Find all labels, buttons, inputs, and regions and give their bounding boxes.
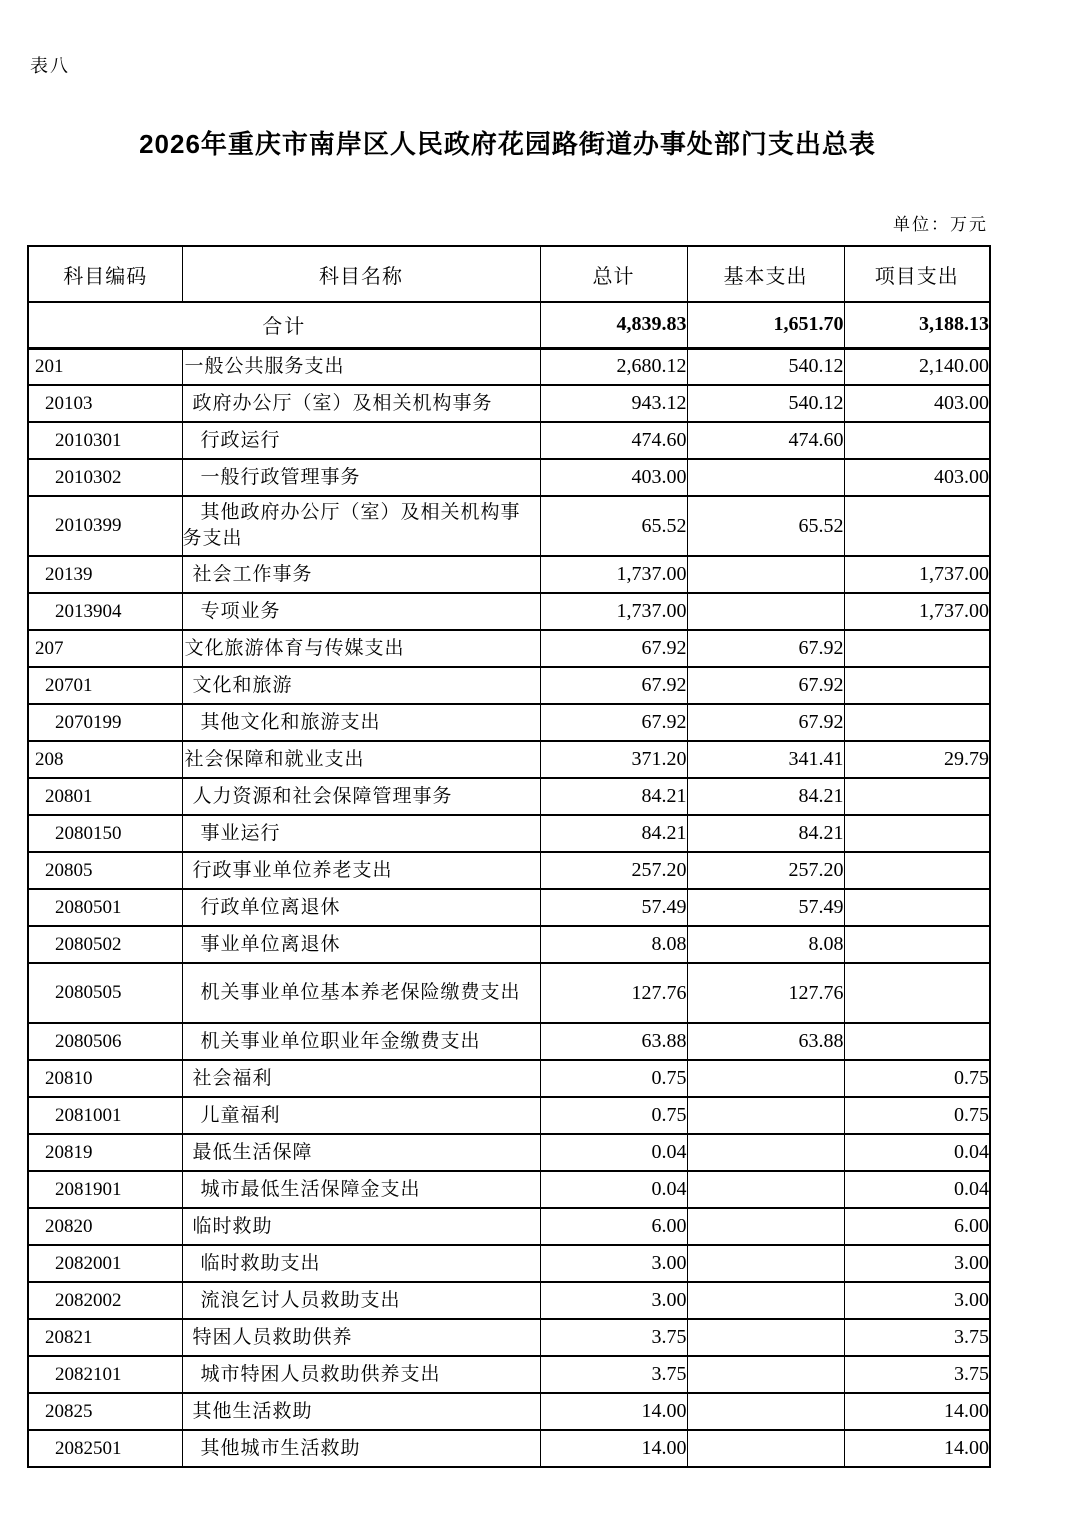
subject-name-cell: 文化和旅游 [182,667,540,704]
total-amount-cell: 8.08 [540,926,687,963]
table-row [28,1023,990,1060]
table-row [28,1208,990,1245]
subject-name-cell: 事业运行 [182,815,540,852]
total-amount-cell: 0.75 [540,1060,687,1097]
project-expenditure-cell: 0.75 [844,1060,990,1097]
subject-name-cell: 专项业务 [182,593,540,630]
subject-code-cell: 2081001 [28,1097,182,1134]
subject-code-cell: 20139 [28,556,182,593]
project-expenditure-cell [844,852,990,889]
basic-expenditure-cell: 67.92 [687,630,844,667]
basic-expenditure-cell [687,1060,844,1097]
page-title: 2026年重庆市南岸区人民政府花园路街道办事处部门支出总表 [139,129,876,159]
basic-expenditure-cell [687,1171,844,1208]
grand-total-basic-cell: 1,651.70 [687,302,844,348]
table-row [28,926,990,963]
project-expenditure-cell [844,889,990,926]
subject-code-cell: 20801 [28,778,182,815]
project-expenditure-cell: 6.00 [844,1208,990,1245]
unit-note: 单位：万元 [893,215,988,234]
table-row [28,778,990,815]
project-expenditure-cell: 2,140.00 [844,348,990,385]
total-amount-cell: 84.21 [540,815,687,852]
subject-code-cell: 2070199 [28,704,182,741]
subject-name-cell: 临时救助支出 [182,1245,540,1282]
table-row [28,1393,990,1430]
expenditure-table [27,245,991,1468]
subject-code-cell: 2010301 [28,422,182,459]
basic-expenditure-cell [687,1097,844,1134]
basic-expenditure-cell: 127.76 [687,963,844,1023]
table-row [28,348,990,385]
table-row [28,593,990,630]
project-expenditure-cell [844,422,990,459]
total-amount-cell: 127.76 [540,963,687,1023]
table-row [28,459,990,496]
column-header-project: 项目支出 [844,246,990,302]
table-row [28,385,990,422]
subject-code-cell: 2081901 [28,1171,182,1208]
table-row [28,741,990,778]
subject-name-cell: 儿童福利 [182,1097,540,1134]
subject-name-cell: 临时救助 [182,1208,540,1245]
subject-code-cell: 20820 [28,1208,182,1245]
subject-name-cell: 机关事业单位基本养老保险缴费支出 [182,963,540,1023]
total-amount-cell: 67.92 [540,667,687,704]
basic-expenditure-cell [687,1245,844,1282]
total-amount-cell: 65.52 [540,496,687,556]
total-amount-cell: 57.49 [540,889,687,926]
subject-name-cell: 机关事业单位职业年金缴费支出 [182,1023,540,1060]
grand-total-row [28,302,990,348]
basic-expenditure-cell: 540.12 [687,348,844,385]
subject-code-cell: 20810 [28,1060,182,1097]
column-header-basic: 基本支出 [687,246,844,302]
subject-name-cell: 其他政府办公厅（室）及相关机构事务支出 [182,496,540,556]
project-expenditure-cell [844,496,990,556]
table-row [28,815,990,852]
subject-name-cell: 行政事业单位养老支出 [182,852,540,889]
basic-expenditure-cell: 63.88 [687,1023,844,1060]
project-expenditure-cell: 3.00 [844,1245,990,1282]
subject-code-cell: 2082101 [28,1356,182,1393]
table-row [28,1134,990,1171]
table-row [28,630,990,667]
project-expenditure-cell [844,630,990,667]
subject-name-cell: 一般行政管理事务 [182,459,540,496]
basic-expenditure-cell [687,1356,844,1393]
basic-expenditure-cell: 67.92 [687,704,844,741]
table-row [28,704,990,741]
project-expenditure-cell [844,963,990,1023]
project-expenditure-cell: 403.00 [844,385,990,422]
subject-name-cell: 一般公共服务支出 [182,348,540,385]
subject-code-cell: 20819 [28,1134,182,1171]
table-row [28,1060,990,1097]
table-row [28,963,990,1023]
subject-code-cell: 20805 [28,852,182,889]
total-amount-cell: 3.75 [540,1319,687,1356]
project-expenditure-cell: 1,737.00 [844,593,990,630]
project-expenditure-cell: 1,737.00 [844,556,990,593]
subject-code-cell: 2080150 [28,815,182,852]
subject-name-cell: 行政运行 [182,422,540,459]
basic-expenditure-cell: 474.60 [687,422,844,459]
subject-name-cell: 城市特困人员救助供养支出 [182,1356,540,1393]
table-row [28,496,990,556]
subject-code-cell: 2080506 [28,1023,182,1060]
subject-name-cell: 最低生活保障 [182,1134,540,1171]
total-amount-cell: 14.00 [540,1430,687,1467]
column-header-subject-code: 科目编码 [28,246,182,302]
project-expenditure-cell: 14.00 [844,1430,990,1467]
total-amount-cell: 943.12 [540,385,687,422]
subject-code-cell: 2010399 [28,496,182,556]
table-row [28,1319,990,1356]
total-amount-cell: 403.00 [540,459,687,496]
subject-name-cell: 社会福利 [182,1060,540,1097]
basic-expenditure-cell: 341.41 [687,741,844,778]
total-amount-cell: 0.75 [540,1097,687,1134]
table-row [28,852,990,889]
subject-name-cell: 城市最低生活保障金支出 [182,1171,540,1208]
subject-code-cell: 20103 [28,385,182,422]
table-row [28,422,990,459]
project-expenditure-cell [844,1023,990,1060]
total-amount-cell: 3.00 [540,1282,687,1319]
total-amount-cell: 63.88 [540,1023,687,1060]
total-amount-cell: 67.92 [540,704,687,741]
subject-name-cell: 特困人员救助供养 [182,1319,540,1356]
total-amount-cell: 6.00 [540,1208,687,1245]
table-row [28,667,990,704]
subject-name-cell: 行政单位离退休 [182,889,540,926]
project-expenditure-cell [844,778,990,815]
subject-code-cell: 208 [28,741,182,778]
subject-code-cell: 2080502 [28,926,182,963]
basic-expenditure-cell [687,1208,844,1245]
project-expenditure-cell: 0.75 [844,1097,990,1134]
basic-expenditure-cell: 57.49 [687,889,844,926]
basic-expenditure-cell: 540.12 [687,385,844,422]
subject-name-cell: 社会工作事务 [182,556,540,593]
column-header-subject-name: 科目名称 [182,246,540,302]
table-row [28,556,990,593]
grand-total-label: 合计 [28,302,540,348]
project-expenditure-cell: 29.79 [844,741,990,778]
basic-expenditure-cell [687,459,844,496]
subject-name-cell: 其他生活救助 [182,1393,540,1430]
subject-code-cell: 201 [28,348,182,385]
project-expenditure-cell: 0.04 [844,1171,990,1208]
total-amount-cell: 67.92 [540,630,687,667]
subject-name-cell: 社会保障和就业支出 [182,741,540,778]
table-row [28,889,990,926]
total-amount-cell: 3.00 [540,1245,687,1282]
basic-expenditure-cell [687,1319,844,1356]
project-expenditure-cell: 14.00 [844,1393,990,1430]
subject-code-cell: 2082002 [28,1282,182,1319]
project-expenditure-cell [844,815,990,852]
basic-expenditure-cell [687,1393,844,1430]
subject-name-cell: 流浪乞讨人员救助支出 [182,1282,540,1319]
basic-expenditure-cell: 84.21 [687,815,844,852]
subject-code-cell: 20821 [28,1319,182,1356]
table-row [28,1356,990,1393]
basic-expenditure-cell: 67.92 [687,667,844,704]
total-amount-cell: 0.04 [540,1134,687,1171]
expenditure-table-body [28,302,990,1467]
basic-expenditure-cell [687,593,844,630]
subject-code-cell: 2080501 [28,889,182,926]
subject-code-cell: 2080505 [28,963,182,1023]
total-amount-cell: 2,680.12 [540,348,687,385]
subject-code-cell: 20825 [28,1393,182,1430]
table-row [28,1097,990,1134]
project-expenditure-cell: 3.00 [844,1282,990,1319]
project-expenditure-cell: 0.04 [844,1134,990,1171]
subject-code-cell: 2013904 [28,593,182,630]
subject-code-cell: 2082501 [28,1430,182,1467]
basic-expenditure-cell: 84.21 [687,778,844,815]
table-row [28,1171,990,1208]
subject-code-cell: 20701 [28,667,182,704]
basic-expenditure-cell: 257.20 [687,852,844,889]
basic-expenditure-cell [687,556,844,593]
table-row [28,1282,990,1319]
subject-name-cell: 文化旅游体育与传媒支出 [182,630,540,667]
table-row [28,1245,990,1282]
subject-code-cell: 207 [28,630,182,667]
grand-total-project-cell: 3,188.13 [844,302,990,348]
subject-name-cell: 政府办公厅（室）及相关机构事务 [182,385,540,422]
subject-name-cell: 事业单位离退休 [182,926,540,963]
subject-name-cell: 其他城市生活救助 [182,1430,540,1467]
basic-expenditure-cell [687,1282,844,1319]
subject-name-cell: 人力资源和社会保障管理事务 [182,778,540,815]
total-amount-cell: 474.60 [540,422,687,459]
subject-name-cell: 其他文化和旅游支出 [182,704,540,741]
project-expenditure-cell: 403.00 [844,459,990,496]
subject-code-cell: 2010302 [28,459,182,496]
basic-expenditure-cell [687,1134,844,1171]
basic-expenditure-cell [687,1430,844,1467]
column-header-total: 总计 [540,246,687,302]
table-row [28,1430,990,1467]
project-expenditure-cell [844,704,990,741]
total-amount-cell: 0.04 [540,1171,687,1208]
total-amount-cell: 1,737.00 [540,556,687,593]
total-amount-cell: 1,737.00 [540,593,687,630]
basic-expenditure-cell: 8.08 [687,926,844,963]
project-expenditure-cell: 3.75 [844,1319,990,1356]
table-number-label: 表八 [30,56,70,76]
project-expenditure-cell [844,926,990,963]
project-expenditure-cell [844,667,990,704]
project-expenditure-cell: 3.75 [844,1356,990,1393]
grand-total-total-cell: 4,839.83 [540,302,687,348]
total-amount-cell: 3.75 [540,1356,687,1393]
total-amount-cell: 84.21 [540,778,687,815]
table-header-row [28,246,990,302]
total-amount-cell: 257.20 [540,852,687,889]
total-amount-cell: 14.00 [540,1393,687,1430]
total-amount-cell: 371.20 [540,741,687,778]
subject-code-cell: 2082001 [28,1245,182,1282]
basic-expenditure-cell: 65.52 [687,496,844,556]
